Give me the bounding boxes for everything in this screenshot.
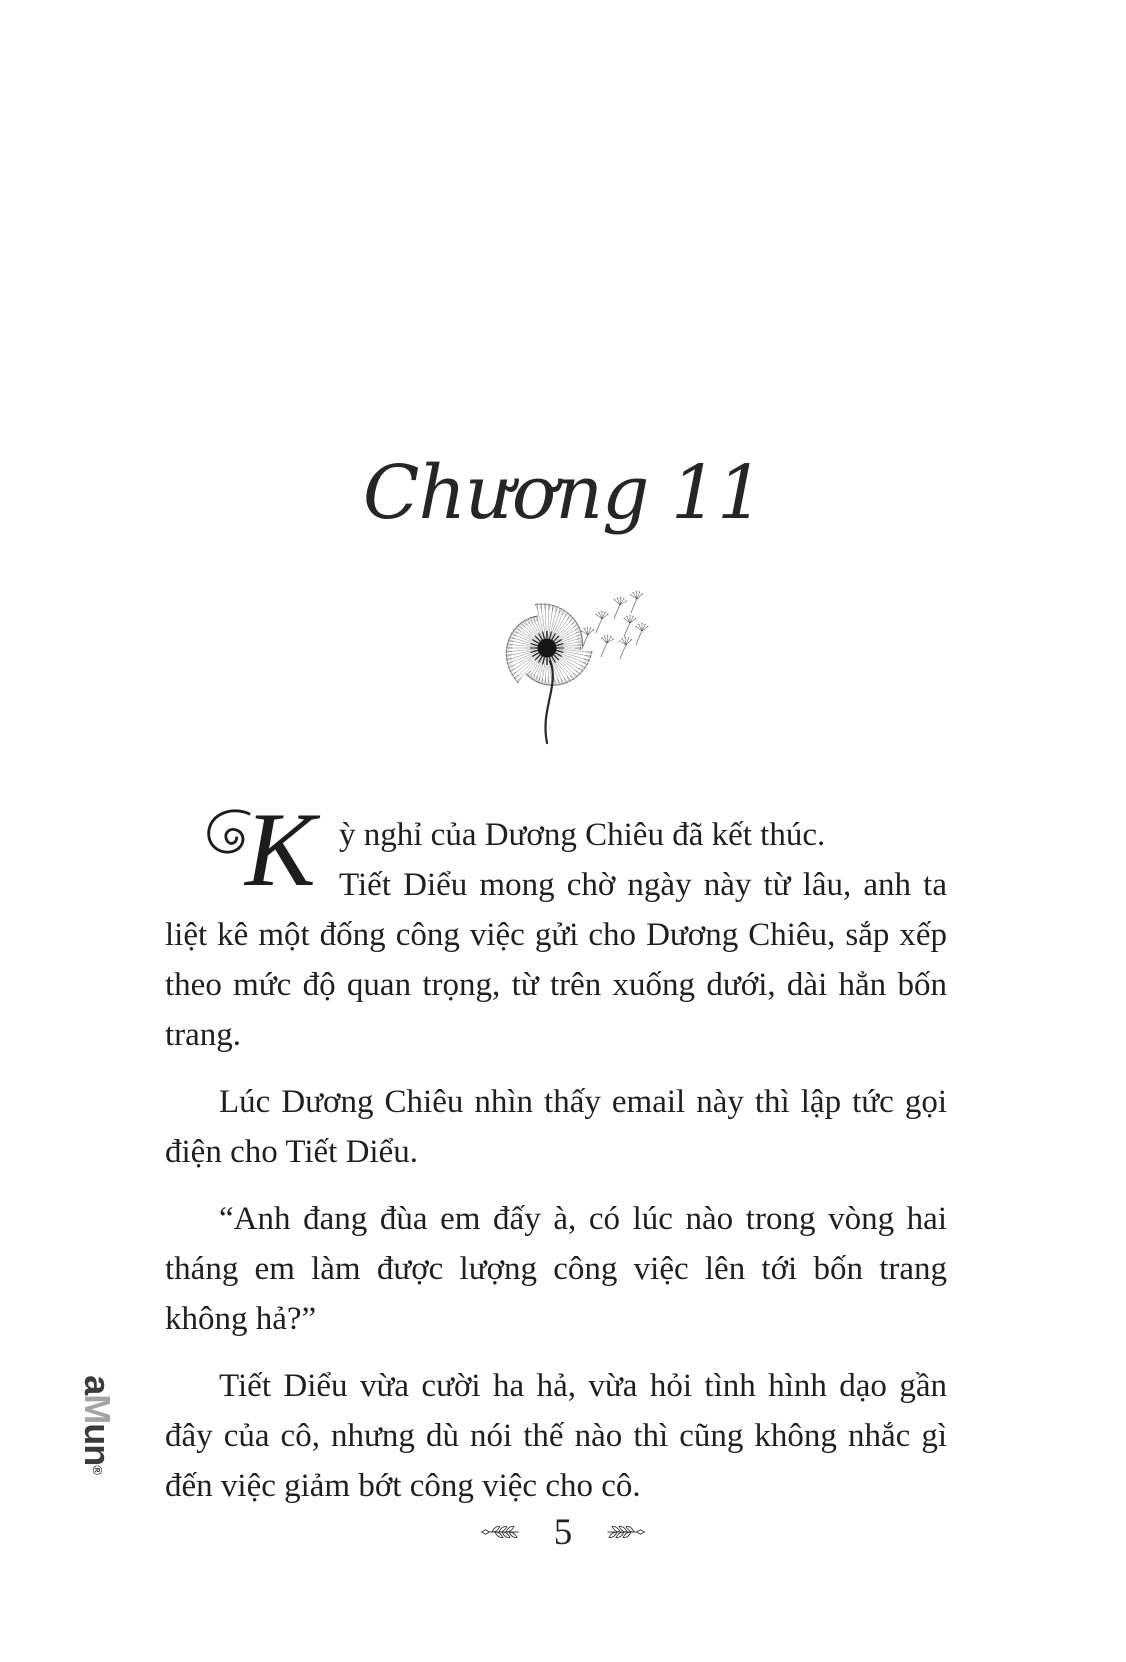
paragraph-5: Tiết Diểu vừa cười ha hả, vừa hỏi tình hình dạo gần đây của cô, nhưng dù nói thế nào thì cũng không nhắc gì đến việc giảm bớt công việc cho cô. <box>165 1368 947 1504</box>
paragraph-3: Lúc Dương Chiêu nhìn thấy email này thì lập tức gọi điện cho Tiết Diểu. <box>165 1084 947 1170</box>
logo-letters-un: un <box>77 1423 118 1466</box>
page-number: 5 <box>553 1511 573 1553</box>
registered-mark-icon: ® <box>90 1465 105 1475</box>
leaf-ornament-right-icon <box>606 1524 646 1540</box>
paragraph-2: Tiết Diểu mong chờ ngày này từ lâu, anh ta liệt kê một đống công việc gửi cho Dương Chiêu, sắp xếp theo mức độ quan trọng, từ trên xuống dưới, dài hẳn bốn trang. <box>165 867 947 1053</box>
logo-letter-m: M <box>77 1394 118 1424</box>
leaf-ornament-left-icon <box>480 1524 520 1540</box>
chapter-title: Chương 11 <box>362 450 764 536</box>
dropcap-letter: K <box>245 791 316 908</box>
dandelion-icon <box>480 583 660 758</box>
dropcap <box>221 791 333 908</box>
logo-letter-a: a <box>77 1375 118 1395</box>
paragraph-1: ỳ nghỉ của Dương Chiêu đã kết thúc. <box>339 817 826 853</box>
publisher-logo <box>77 1373 118 1477</box>
dropcap-flourish-icon <box>205 808 251 858</box>
body-text <box>165 791 947 1511</box>
paragraph-4: “Anh đang đùa em đấy à, có lúc nào trong vòng hai tháng em làm được lượng công việc lên tới bốn trang không hả?” <box>165 1201 947 1337</box>
page-footer <box>0 1510 1126 1554</box>
dandelion-illustration <box>480 583 660 758</box>
